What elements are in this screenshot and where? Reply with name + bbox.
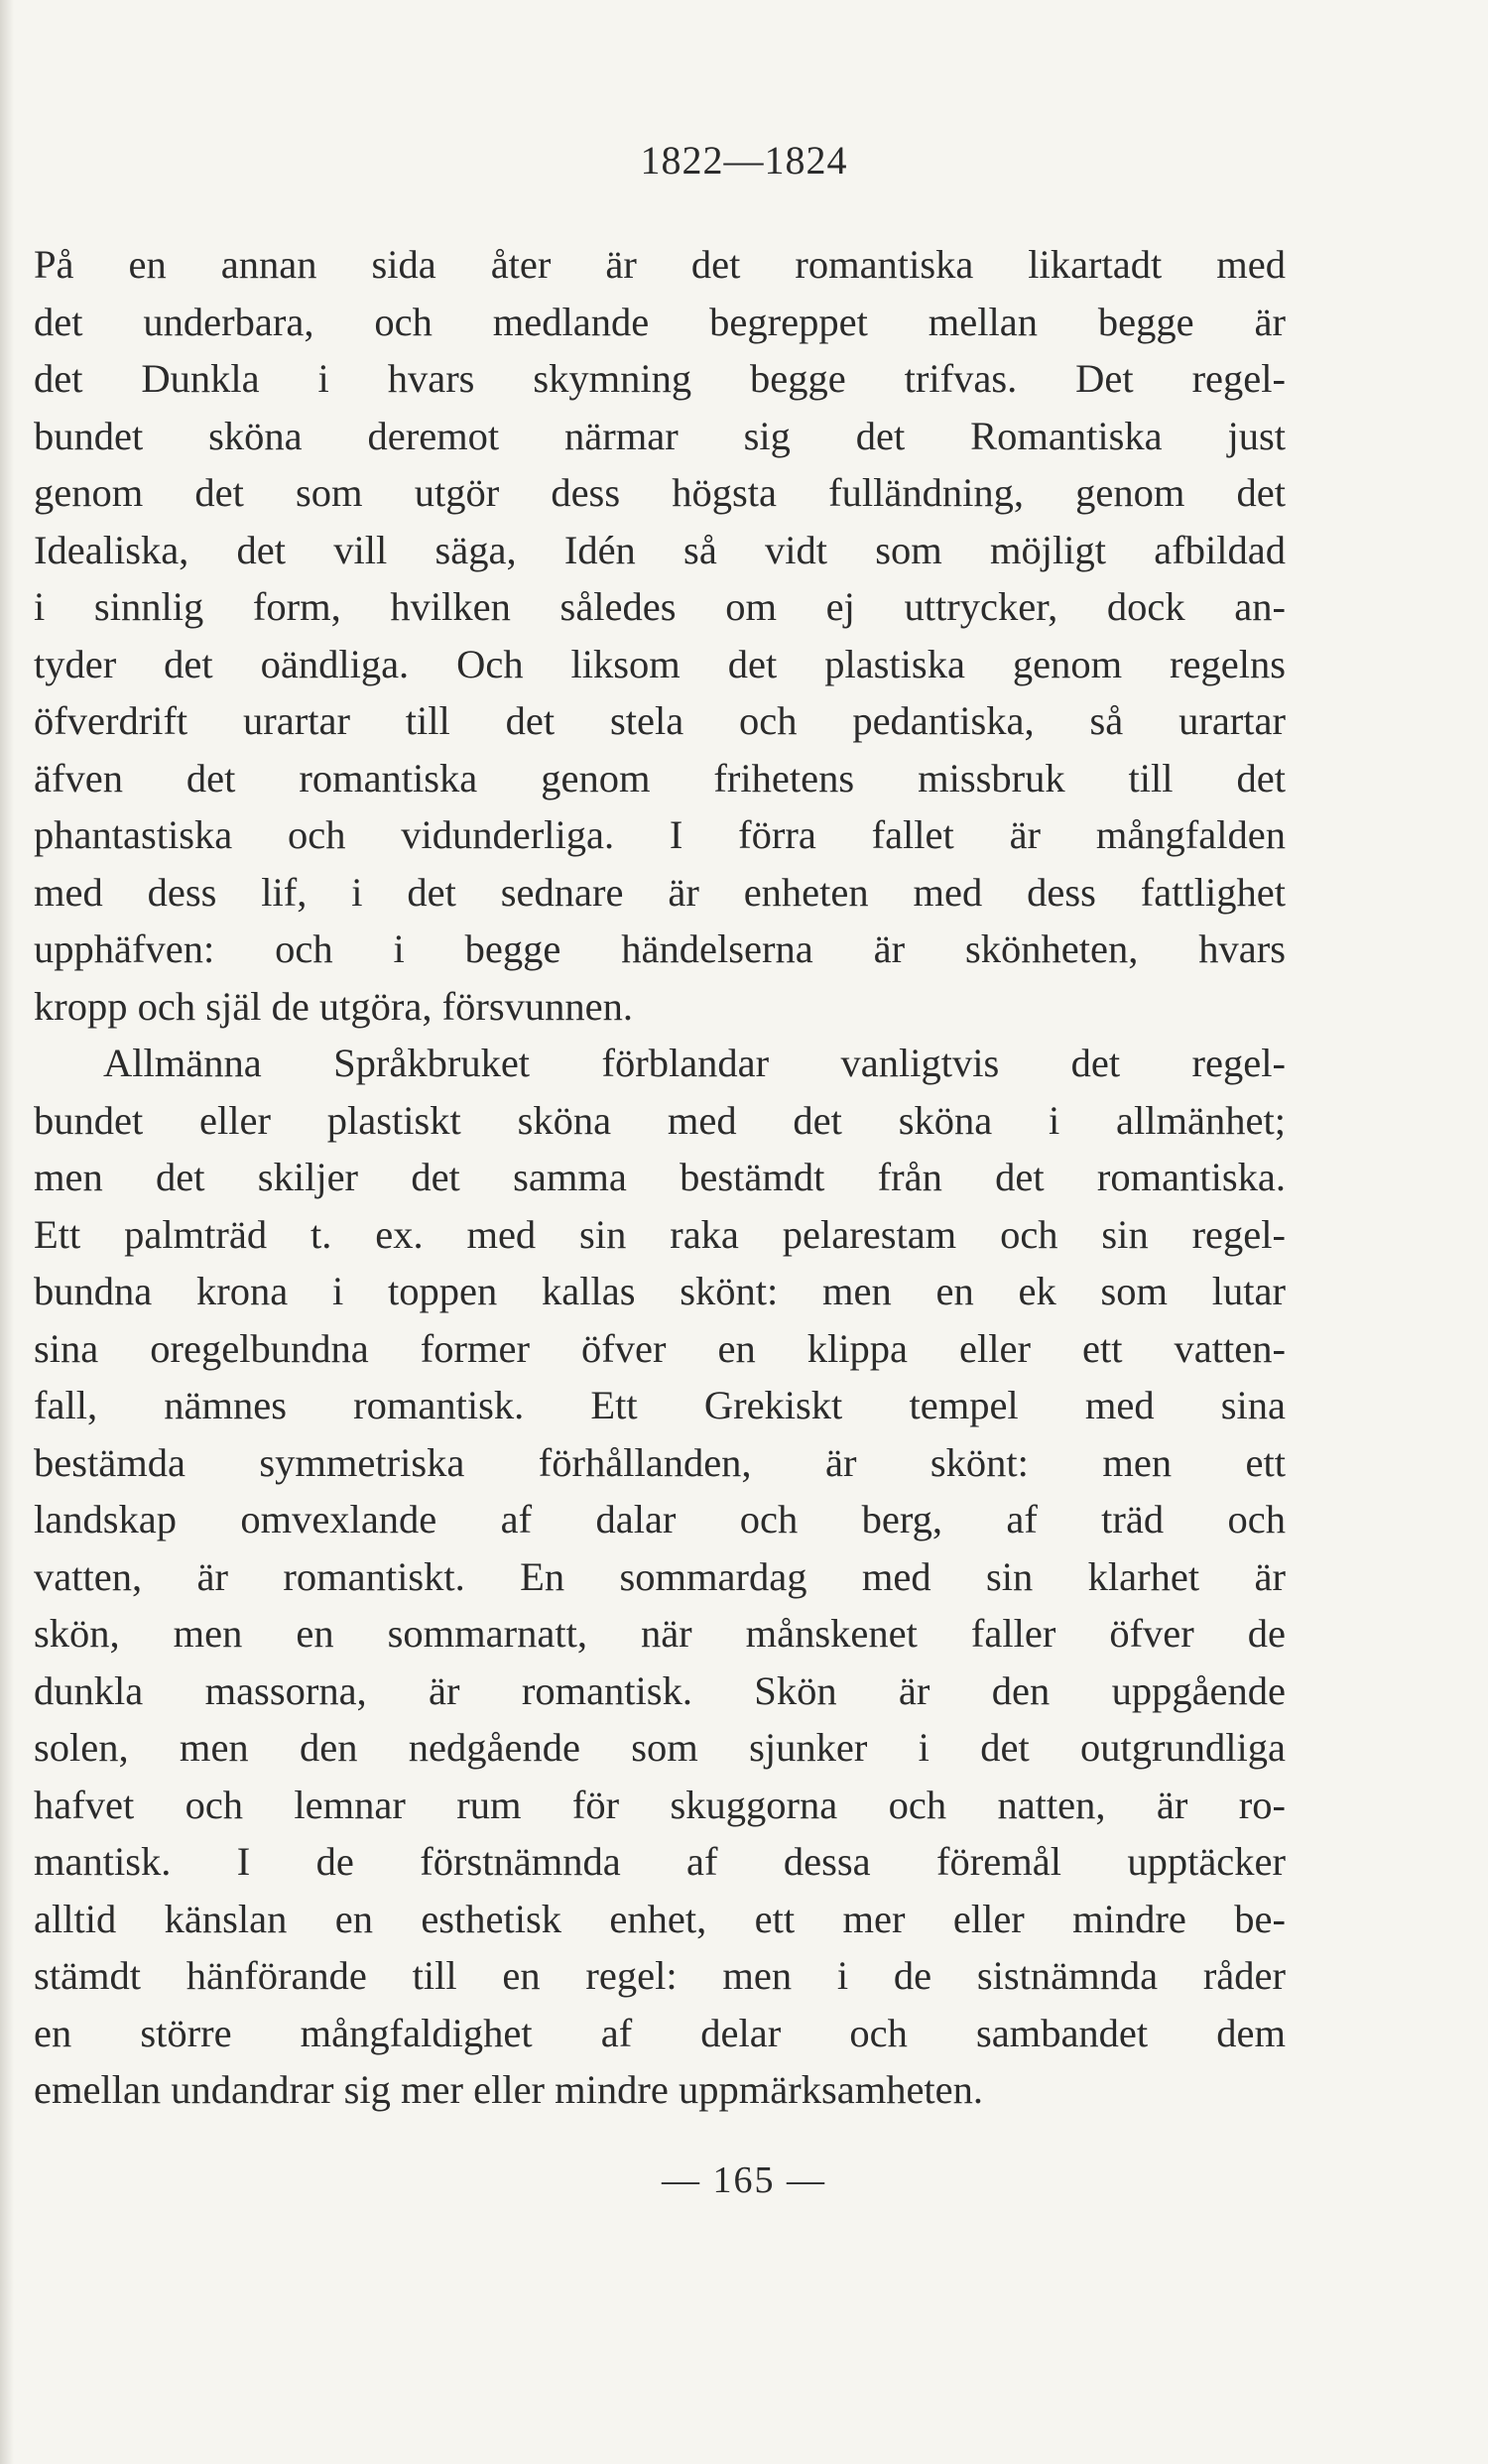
text-line: alltid känslan en esthetisk enhet, ett mer eller mindre be- [34,1896,1286,1941]
text-line: landskap omvexlande af dalar och berg, af träd och [34,1497,1286,1541]
text-line: bestämda symmetriska förhållanden, är skönt: men ett [34,1439,1286,1485]
text-line: stämdt hänförande till en regel: men i de sistnämnda råder [34,1953,1286,1998]
text-line: öfverdrift urartar till det stela och pedantiska, så urartar [34,698,1286,743]
body-text [34,236,1286,2119]
page-edge-shadow [0,0,14,2464]
text-line: med dess lif, i det sednare är enheten med dess fattlighet [34,869,1286,915]
text-line: fall, nämnes romantisk. Ett Grekiskt tempel med sina [34,1383,1286,1427]
text-line: dunkla massorna, är romantisk. Skön är den uppgående [34,1667,1286,1713]
text-line: vatten, är romantiskt. En sommardag med sin klarhet är [34,1553,1286,1599]
text-line: bundet sköna deremot närmar sig det Romantiska just [34,413,1286,458]
text-line: bundna krona i toppen kallas skönt: men en ek som lutar [34,1269,1286,1313]
text-line: mantisk. I de förstnämnda af dessa föremål upptäcker [34,1839,1286,1884]
text-line: bundet eller plastiskt sköna med det sköna i allmänhet; [34,1097,1286,1143]
text-line: phantastiska och vidunderliga. I förra fallet är mångfalden [34,812,1286,857]
text-line: men det skiljer det samma bestämdt från det romantiska. [34,1155,1286,1199]
text-line: genom det som utgör dess högsta fulländning, genom det [34,470,1286,515]
text-line: På en annan sida åter är det romantiska likartadt med [34,242,1286,287]
text-line: sina oregelbundna former öfver en klippa eller ett vatten- [34,1325,1286,1371]
text-line: skön, men en sommarnatt, när månskenet faller öfver de [34,1611,1286,1656]
text-line: det Dunkla i hvars skymning begge trifvas. Det regel- [34,356,1286,401]
text-line: det underbara, och medlande begreppet mellan begge är [34,299,1286,344]
text-line: Allmänna Språkbruket förblandar vanligtvis det regel- [103,1041,1286,1085]
page-number: — 165 — [662,2159,826,2201]
text-line: emellan undandrar sig mer eller mindre uppmärksamheten. [34,2067,984,2112]
text-line: Idealiska, det vill säga, Idén så vidt som möjligt afbildad [34,527,1286,572]
text-line: upphäfven: och i begge händelserna är skönheten, hvars [34,926,1286,971]
text-line: äfven det romantiska genom frihetens missbruk till det [34,755,1286,801]
text-line: en större mångfaldighet af delar och sambandet dem [34,2010,1286,2055]
text-line: solen, men den nedgående som sjunker i det outgrundliga [34,1725,1286,1770]
text-line: i sinnlig form, hvilken således om ej uttrycker, dock an- [34,584,1286,629]
text-line: Ett palmträd t. ex. med sin raka pelarestam och sin regel- [34,1211,1286,1257]
text-line: hafvet och lemnar rum för skuggorna och natten, är ro- [34,1782,1286,1827]
text-line: tyder det oändliga. Och liksom det plastiska genom regelns [34,641,1286,686]
running-head: 1822—1824 [640,138,848,183]
text-line: kropp och själ de utgöra, försvunnen. [34,983,633,1029]
